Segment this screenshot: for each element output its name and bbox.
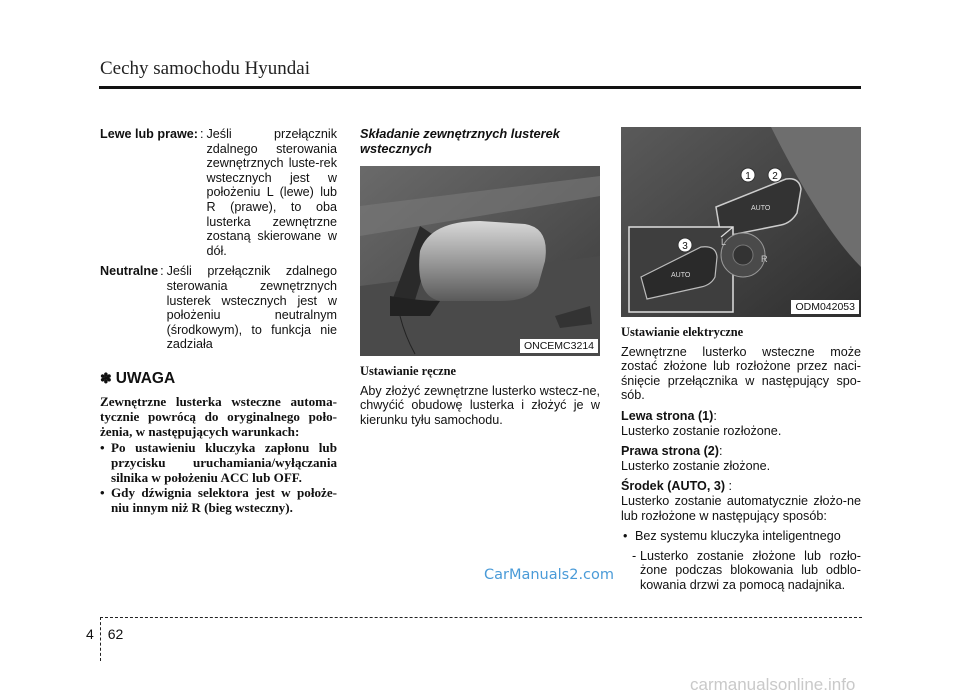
warning-title [100,369,337,388]
column-middle [360,127,600,434]
figure-code: ODM042053 [791,300,859,314]
warning-title-text: UWAGA [115,369,176,387]
electric-adjust-heading: Ustawianie elektryczne [621,325,744,339]
definition-term: Neutralne [100,264,159,279]
mirror-switch-photo [621,127,861,317]
item-right-side [621,444,861,473]
figure-code: ONCEMC3214 [520,339,598,353]
section-title: Składanie zewnętrznych lusterek wstecznych [360,126,560,156]
definition-separator: : [160,264,164,279]
bullet-icon: • [623,529,628,544]
dash-item [632,549,861,593]
section-number: 4 [86,626,94,642]
mirror-illustration [360,166,600,356]
item-center [621,479,861,523]
warning-bullet [100,485,337,515]
page-header-title: Cechy samochodu Hyundai [100,58,311,79]
header-rule [99,86,861,89]
item-left-side [621,409,861,438]
page-number-value: 62 [107,626,124,642]
callout-2: 2 [772,171,778,182]
switch-l-label: L [721,237,727,247]
item-suffix: : [725,479,733,494]
bullet-icon: • [100,439,105,455]
item-label: Prawa strona (2) [621,444,719,459]
manual-adjust-text: Aby złożyć zewnętrzne lusterko wstecz-ne, chwyćić obudowę lusterka i złożyć je w kierunku tyłu samochodu. [360,383,600,427]
item-text: Lusterko zostanie złożone. [621,458,771,473]
definition-term: Lewe lub prawe: [100,127,198,141]
switch-auto-label: AUTO [751,205,771,212]
item-text: Lusterko zostanie automatycznie złożo-ne lub rozłożone w następujący sposób: [621,493,861,523]
warning-bullet-text: Po ustawieniu kluczyka zapłonu lub przycisku uruchamiania/wyłączania silnika w położeniu ACC lub OFF. [111,439,337,485]
site-watermark: CarManuals2.com [484,567,615,583]
definition-description: Jeśli przełącznik zdalnego sterowania zewnętrznych lusterek wstecznych jest w położeniu neutralnym (środkowym), to funkcja nie zadziała [166,264,337,352]
footer-rule [100,617,862,618]
callout-3: 3 [682,241,688,252]
electric-adjust-intro: Zewnętrzne lusterko wsteczne może zostać złożone lub rozłożone przez naci-śnięcie przełącznika w następujący spo-sób. [621,344,861,403]
item-label: Lewa strona (1) [621,408,714,423]
column-left [100,127,337,516]
warning-bullet [100,440,337,486]
manual-adjust-heading: Ustawianie ręczne [360,364,456,379]
definition-neutral [100,264,337,352]
mirror-photo [360,166,600,356]
mirror-switch-illustration [621,127,861,317]
definition-separator: : [199,127,204,141]
item-label: Środek (AUTO, 3) [621,479,726,494]
page-number [86,626,123,642]
warning-lead: Zewnętrzne lusterka wsteczne automa-tycznie powrócą do oryginalnego poło-żenia, w następujących warunkach: [100,393,337,440]
switch-auto-label: AUTO [671,272,691,279]
column-right [621,127,861,593]
item-suffix: : [718,444,723,459]
smart-key-bullet [623,529,861,544]
item-suffix: : [713,408,717,423]
definition-description: Jeśli przełącznik zdalnego sterowania zewnętrznych luste-rek wstecznych jest w położeniu L (lewe) lub R (prawe), to oba lusterka zewnętrzne zostaną skierowane w dół. [206,127,337,258]
bullet-icon: • [100,485,105,501]
switch-r-label: R [761,254,768,264]
bullet-text: Bez systemu kluczyka inteligentnego [635,529,841,544]
dash-icon: - [632,548,637,563]
bottom-watermark: carmanualsonline.info [690,675,856,694]
warning-symbol-icon: ✽ [100,369,112,386]
warning-bullet-text: Gdy dźwignia selektora jest w położe-niu innym niż R (bieg wsteczny). [111,485,337,516]
callout-1: 1 [745,171,751,182]
dash-item-text: Lusterko zostanie złożone lub rozło-żone podczas blokowania lub odblo-kowania drzwi za pomocą nadajnika. [640,548,861,592]
warning-body [100,394,337,516]
item-text: Lusterko zostanie rozłożone. [621,423,782,438]
definition-left-right [100,127,337,258]
